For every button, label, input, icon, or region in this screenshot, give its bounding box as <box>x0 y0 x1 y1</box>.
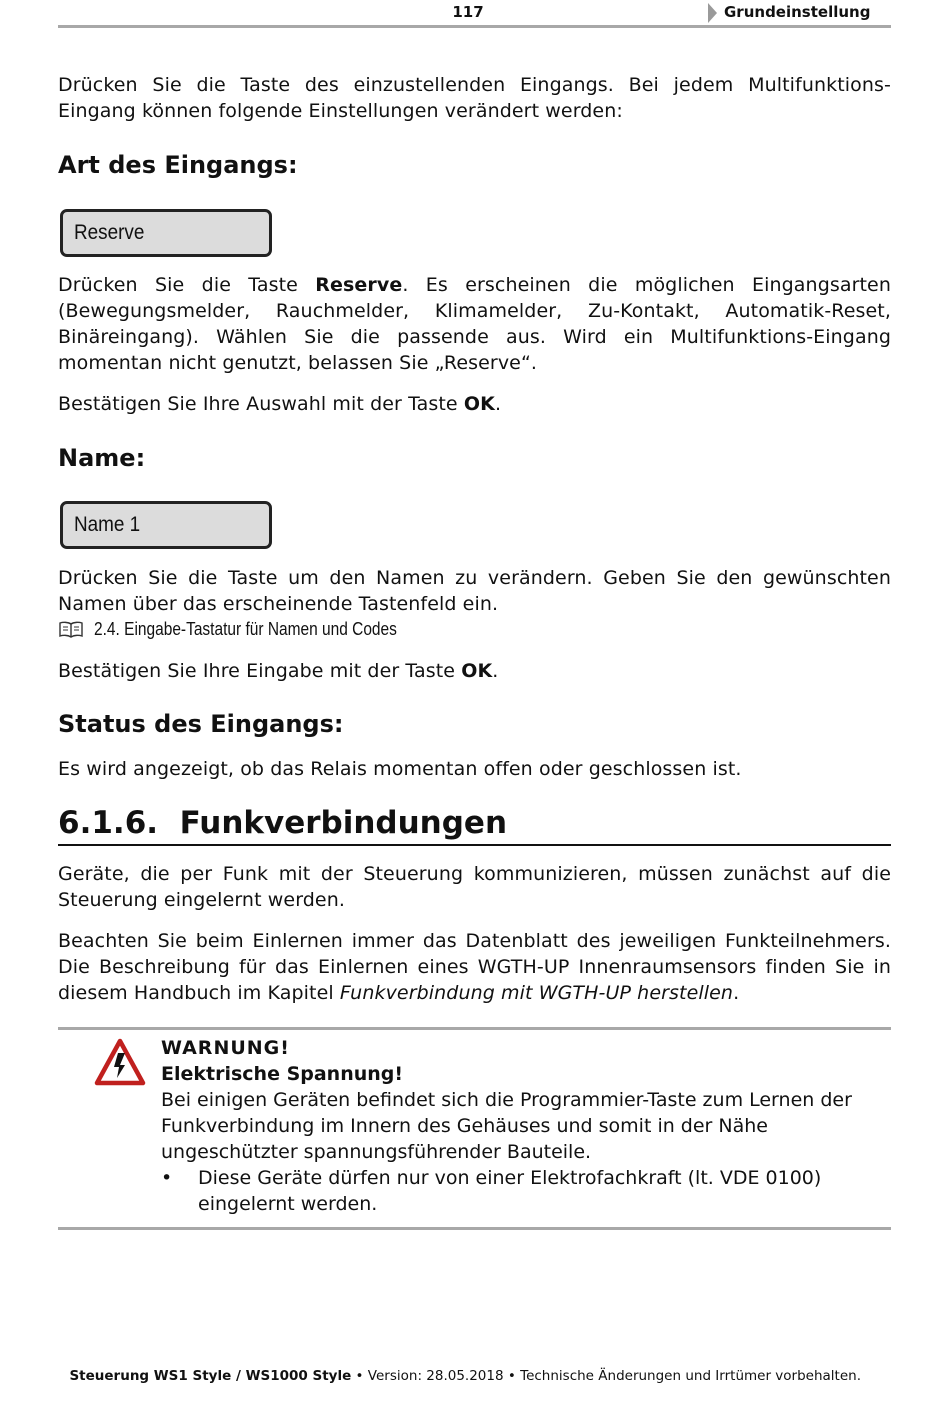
heading-rule <box>58 844 891 846</box>
art-p1-text: Drücken Sie die Taste <box>58 274 316 296</box>
header-section-title: Grundeinstellung <box>724 3 871 21</box>
art-p2-text: Bestätigen Sie Ihre Auswahl mit der Taste <box>58 393 464 415</box>
reserve-button <box>60 209 272 257</box>
art-p2-bold: OK <box>463 393 495 415</box>
warning-subtitle: Elektrische Spannung! <box>161 1063 404 1085</box>
art-p1-text-rest: . Es erscheinen die möglichen Eingangsarten (Bewegungsmelder, Rauchmelder, Klimamelder, Zu-Kontakt, Automatik-Reset, Binäreingang). Wählen Sie die passende aus. Wird ein Multifunktions-Eingang momentan nicht genutzt, belassen Sie „Reserve“. <box>58 274 891 374</box>
document-page <box>58 0 891 1401</box>
footer-separator-2: • <box>503 1368 521 1384</box>
header-rule <box>58 25 891 28</box>
heading-status-des-eingangs: Status des Eingangs: <box>58 710 344 738</box>
footer-version: Version: 28.05.2018 <box>367 1368 504 1384</box>
funk-p2-end: . <box>733 982 740 1004</box>
warning-title: WARNUNG! <box>161 1037 290 1059</box>
warning-content <box>161 1035 861 1217</box>
name-p2-text: Bestätigen Sie Ihre Eingabe mit der Taste <box>58 660 462 682</box>
high-voltage-warning-icon <box>94 1038 146 1086</box>
funk-paragraph-1: Geräte, die per Funk mit der Steuerung kommunizieren, müssen zunächst auf die Steuerung eingelernt werden. <box>58 863 891 911</box>
art-paragraph-2 <box>58 391 891 417</box>
reserve-button-label: Reserve <box>74 221 145 244</box>
footer-note: Technische Änderungen und Irrtümer vorbehalten. <box>520 1368 861 1384</box>
art-p1-bold: Reserve <box>315 274 403 296</box>
heading-funkverbindungen <box>58 804 507 842</box>
footer-product: Steuerung WS1 Style / WS1000 Style <box>69 1368 352 1384</box>
page-footer <box>58 1368 861 1384</box>
art-paragraph-1 <box>58 272 891 376</box>
page-header <box>58 0 891 27</box>
name-paragraph-1: Drücken Sie die Taste um den Namen zu verändern. Geben Sie den gewünschten Namen über das erscheinende Tastenfeld ein. <box>58 567 891 615</box>
funk-paragraph-2 <box>58 928 891 1006</box>
funk-p2-chapter-ref: Funkverbindung mit WGTH-UP herstellen <box>339 982 734 1004</box>
section-marker-icon <box>708 3 717 23</box>
warning-text: Bei einigen Geräten befindet sich die Programmier-Taste zum Lernen der Funkverbindung im Innern des Gehäuses und somit in der Nähe ungeschützter spannungsführender Bauteile. <box>161 1089 852 1163</box>
book-icon <box>58 620 84 639</box>
heading-funkverbindungen-text: 6.1.6. Funkverbindungen <box>58 805 508 841</box>
name-paragraph-2 <box>58 658 891 684</box>
funk-p2-text: Beachten Sie beim Einlernen immer das Datenblatt des jeweiligen Funkteilnehmers. Die Beschreibung für das Einlernen eines WGTH-UP Innenraumsensors finden Sie in diesem Handbuch im Kapitel <box>58 930 891 1004</box>
name-p2-bold: OK <box>461 660 493 682</box>
warning-bottom-rule <box>58 1227 891 1230</box>
warning-bullet-text: Diese Geräte dürfen nur von einer Elektrofachkraft (lt. VDE 0100) eingelernt werden. <box>198 1167 822 1215</box>
name-p2-end: . <box>492 660 499 682</box>
intro-paragraph: Drücken Sie die Taste des einzustellenden Eingangs. Bei jedem Multifunktions-Eingang können folgende Einstellungen verändert werden: <box>58 74 891 122</box>
warning-bullet-item <box>161 1165 861 1217</box>
heading-name: Name: <box>58 444 146 472</box>
bullet-point: • <box>161 1167 173 1189</box>
art-p2-end: . <box>494 393 502 415</box>
warning-top-rule <box>58 1027 891 1030</box>
footer-separator: • <box>351 1368 368 1384</box>
cross-reference-text: 2.4. Eingabe-Tastatur für Namen und Codes <box>94 619 397 639</box>
name-button-label: Name 1 <box>74 513 141 536</box>
page-number: 117 <box>452 3 484 21</box>
status-paragraph: Es wird angezeigt, ob das Relais momentan offen oder geschlossen ist. <box>58 758 742 780</box>
heading-art-des-eingangs: Art des Eingangs: <box>58 151 298 179</box>
name-button <box>60 501 272 549</box>
